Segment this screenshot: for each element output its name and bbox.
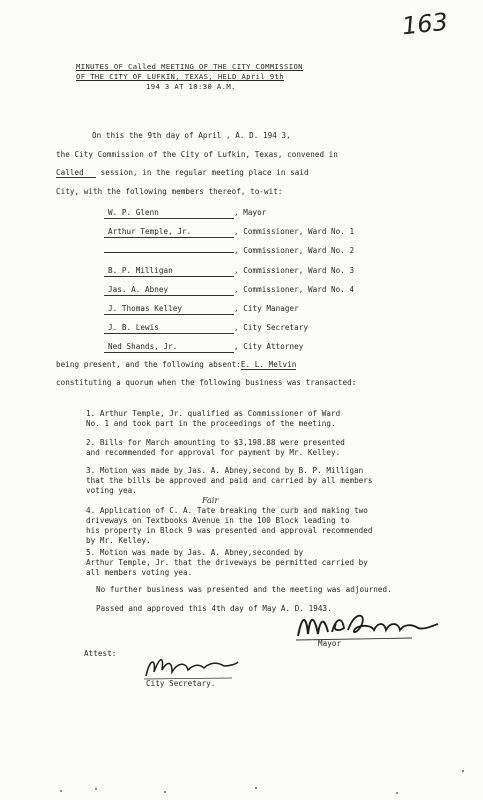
scan-speck [396,792,398,794]
item-3-line-1: 3. Motion was made by Jas. A. Abney,second by B. P. Milligan [86,466,364,475]
session-type: Called [56,168,96,178]
absent-line [56,360,296,370]
member-name: B. P. Milligan [104,266,234,277]
header-line-1: MINUTES OF Called MEETING OF THE CITY COMMISSION [76,62,303,71]
member-name [104,252,234,253]
member-row [104,342,303,353]
member-row [104,208,266,219]
member-title: , Commissioner, Ward No. 2 [234,246,355,255]
item-4-line-4: by Mr. Kelley. [86,536,151,545]
member-title: , City Attorney [234,342,304,351]
scan-speck [462,770,464,772]
member-row [104,285,354,296]
secretary-signature [142,652,242,682]
member-name: Ned Shands, Jr. [104,342,234,353]
member-name: J. Thomas Kelley [104,304,234,315]
member-row [104,266,354,277]
intro-line-4: City, with the following members thereof, to-wit: [56,187,283,196]
intro-line-3-rest: session, in the regular meeting place in said [96,168,309,177]
member-title: , Commissioner, Ward No. 1 [234,227,355,236]
item-2-line-1: 2. Bills for March amounting to $3,198.88 were presented [86,438,345,447]
item-4-handwritten-insert: Fair [202,496,219,505]
member-name: W. P. Glenn [104,208,234,219]
intro-line-3 [56,168,309,178]
member-row [104,323,308,334]
closing-line: No further business was presented and the meeting was adjourned. [96,585,392,594]
member-title: , Commissioner, Ward No. 3 [234,266,355,275]
member-row [104,246,354,256]
scan-speck [95,788,97,790]
secretary-label: City Secretary. [146,679,216,688]
item-5-line-2: Arthur Temple, Jr. that the driveways be permitted carried by [86,558,368,567]
item-1-line-2: No. 1 and took part in the proceedings of the meeting. [86,419,336,428]
scan-speck [255,787,257,789]
member-row [104,304,299,315]
member-row [104,227,354,238]
absent-name: E. L. Melvin [240,360,297,369]
quorum-line: constituting a quorum when the following business was transacted: [56,378,357,387]
member-name: Arthur Temple, Jr. [104,227,234,238]
member-title: , Commissioner, Ward No. 4 [234,285,355,294]
header-line-3: 194 3 AT 10:30 A.M. [146,82,236,91]
item-3-line-2: that the bills be approved and paid and carried by all members [86,476,373,485]
mayor-label: Mayor [318,639,342,648]
page-number: 163 [400,7,450,41]
item-4-line-3: his property in Block 9 was presented and approval recommended [86,526,373,535]
item-3-line-3: voting yea. [86,486,137,495]
item-2-line-2: and recommended for approval for payment by Mr. Kelley. [86,448,341,457]
absent-prefix: being present, and the following absent: [56,360,241,369]
approval-line: Passed and approved this 4th day of May A. D. 1943. [96,604,332,613]
intro-line-1: On this the 9th day of April , A. D. 194 3, [92,131,291,140]
header-line-2: OF THE CITY OF LUFKIN, TEXAS, HELD April 9th [76,72,284,81]
member-name: J. B. Lewis [104,323,234,334]
mayor-signature [292,606,442,646]
intro-line-2: the City Commission of the City of Lufkin, Texas, convened in [56,150,338,159]
item-5-line-1: 5. Motion was made by Jas. A. Abney,seconded by [86,548,304,557]
member-name: Jas. A. Abney [104,285,234,296]
item-1-line-1: 1. Arthur Temple, Jr. qualified as Commissioner of Ward [86,409,341,418]
attest-label: Attest: [84,649,117,658]
scan-speck [60,790,62,792]
item-4-line-1: 4. Application of C. A. Tate breaking the curb and making two [86,506,368,515]
item-4-line-2: driveways on Textbooks Avenue in the 100 Block leading to [86,516,350,525]
member-title: , City Secretary [234,323,308,332]
member-title: , City Manager [234,304,299,313]
scan-speck [164,791,166,793]
member-title: , Mayor [234,208,267,217]
item-5-line-3: all members voting yea. [86,568,193,577]
